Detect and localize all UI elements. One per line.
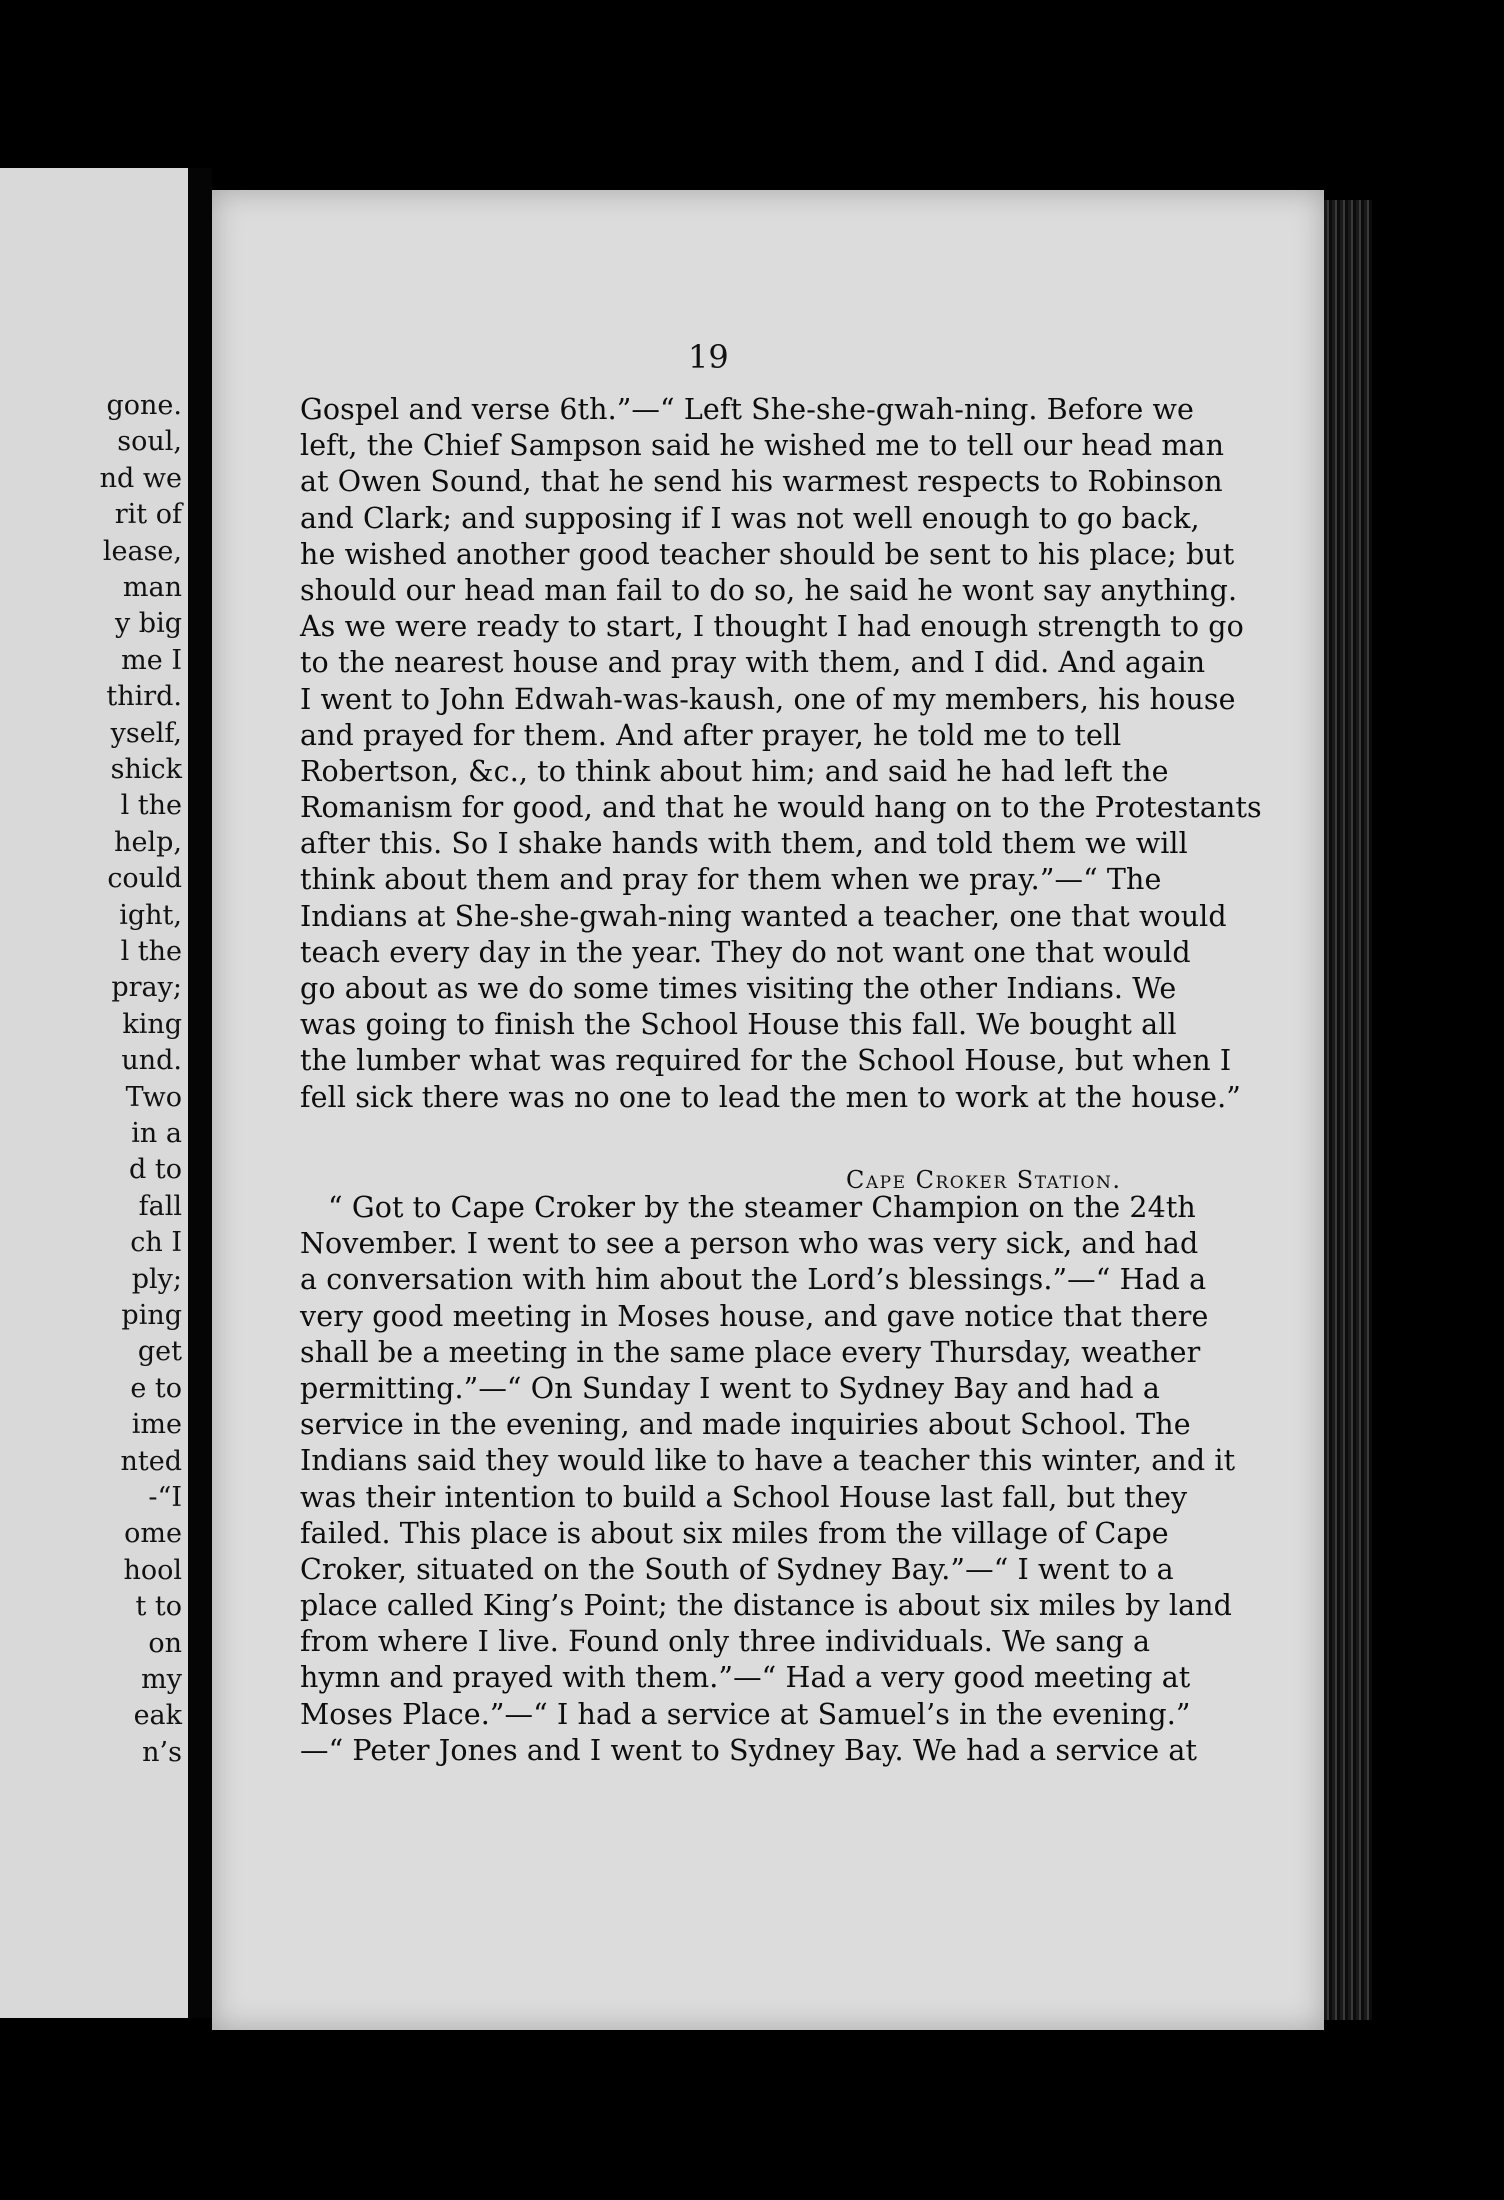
text-line: Indians at She-she-gwah-ning wanted a teacher, one that would [300, 899, 1227, 933]
text-line: think about them and pray for them when we pray.”—“ The [300, 863, 1162, 897]
text-line: the lumber what was required for the School House, but when I [300, 1044, 1232, 1078]
text-line: teach every day in the year. They do not want one that would [300, 935, 1191, 969]
text-line: he wished another good teacher should be sent to his place; but [300, 537, 1235, 571]
text-line: fell sick there was no one to lead the men to work at the house.” [300, 1080, 1241, 1114]
left-page-line-fragment: fall [138, 1190, 182, 1222]
section-heading: Cape Croker Station. [846, 1166, 1122, 1194]
page-number: 19 [688, 338, 729, 376]
text-line: Romanism for good, and that he would hang on to the Protestants [300, 791, 1262, 825]
left-facing-page [0, 168, 188, 2018]
text-line: to the nearest house and pray with them, and I did. And again [300, 646, 1206, 680]
left-page-line-fragment: ight, [119, 899, 182, 931]
left-page-line-fragment: hool [123, 1554, 182, 1586]
text-line: and prayed for them. And after prayer, he told me to tell [300, 718, 1122, 752]
text-line: Robertson, &c., to think about him; and said he had left the [300, 754, 1169, 788]
text-line: —“ Peter Jones and I went to Sydney Bay. We had a service at [300, 1733, 1198, 1767]
book-gutter [188, 168, 212, 2018]
text-line: should our head man fail to do so, he said he wont say anything. [300, 573, 1238, 607]
left-page-line-fragment: ome [124, 1518, 182, 1550]
text-line: go about as we do some times visiting the other Indians. We [300, 972, 1177, 1005]
left-page-line-fragment: me I [121, 644, 182, 676]
left-page-line-fragment: t to [135, 1591, 182, 1623]
left-page-line-fragment: gone. [106, 390, 182, 421]
left-page-line-fragment: help, [114, 826, 182, 858]
text-line: very good meeting in Moses house, and gave notice that there [300, 1299, 1209, 1333]
left-page-line-fragment: ply; [131, 1263, 182, 1295]
page-edges [1324, 200, 1372, 2020]
left-page-line-fragment: yself, [110, 717, 182, 749]
paragraph-1 [300, 392, 1262, 1116]
text-line: and Clark; and supposing if I was not well enough to go back, [300, 501, 1200, 535]
text-line: from where I live. Found only three individuals. We sang a [300, 1625, 1151, 1659]
text-line: was their intention to build a School House last fall, but they [300, 1480, 1188, 1514]
left-page-line-fragment: ping [121, 1300, 182, 1331]
text-line: permitting.”—“ On Sunday I went to Sydney Bay and had a [300, 1371, 1160, 1405]
left-page-line-fragment: get [137, 1336, 182, 1368]
left-page-line-fragment: could [107, 863, 182, 895]
left-page-line-fragment: l the [120, 936, 182, 967]
left-page-line-fragment: l the [120, 790, 182, 822]
left-page-line-fragment: rit of [114, 499, 182, 531]
left-page-line-fragment: lease, [102, 535, 182, 567]
left-page-line-fragment: in a [131, 1118, 182, 1149]
left-page-line-fragment: n’s [142, 1736, 182, 1768]
text-line: failed. This place is about six miles from the village of Cape [300, 1516, 1169, 1550]
left-page-line-fragment: d to [129, 1154, 182, 1186]
left-page-line-fragment: my [141, 1664, 182, 1695]
left-page-line-fragment: ch I [130, 1227, 182, 1259]
left-page-line-fragment: Two [125, 1081, 182, 1113]
text-line: Moses Place.”—“ I had a service at Samuel’s in the evening.” [300, 1697, 1191, 1731]
text-line: service in the evening, and made inquiries about School. The [300, 1408, 1191, 1442]
left-page-line-fragment: king [122, 1008, 182, 1040]
left-page-line-fragment: soul, [117, 426, 182, 458]
left-page-line-fragment: und. [121, 1045, 182, 1077]
text-line: November. I went to see a person who was very sick, and had [300, 1227, 1199, 1261]
text-line: left, the Chief Sampson said he wished me to tell our head man [300, 429, 1225, 463]
left-page-line-fragment: y big [114, 608, 182, 640]
left-page-line-fragment: eak [133, 1700, 182, 1732]
text-line: Indians said they would like to have a teacher this winter, and it [300, 1444, 1236, 1478]
left-page-line-fragment: -“I [148, 1482, 182, 1513]
left-page-line-fragment: e to [130, 1372, 182, 1404]
left-page-line-fragment: third. [106, 681, 182, 713]
text-line: after this. So I shake hands with them, and told them we will [300, 827, 1188, 861]
left-page-line-fragment: man [122, 572, 182, 603]
text-line: Gospel and verse 6th.”—“ Left She-she-gwah-ning. Before we [300, 393, 1194, 426]
left-page-line-fragment: nd we [99, 462, 182, 494]
left-page-line-fragment: ime [131, 1409, 182, 1441]
text-line: I went to John Edwah-was-kaush, one of my members, his house [300, 682, 1236, 716]
text-line: at Owen Sound, that he send his warmest respects to Robinson [300, 465, 1223, 499]
paragraph-2 [300, 1190, 1236, 1769]
text-line: As we were ready to start, I thought I had enough strength to go [300, 610, 1244, 644]
text-line: hymn and prayed with them.”—“ Had a very good meeting at [300, 1661, 1191, 1695]
left-page-line-fragment: on [148, 1627, 182, 1659]
text-line: “ Got to Cape Croker by the steamer Champion on the 24th [328, 1191, 1196, 1224]
text-line: place called King’s Point; the distance is about six miles by land [300, 1589, 1232, 1623]
text-line: was going to finish the School House this fall. We bought all [300, 1008, 1177, 1042]
text-line: Croker, situated on the South of Sydney Bay.”—“ I went to a [300, 1552, 1174, 1586]
left-page-line-fragment: pray; [111, 972, 182, 1004]
left-page-line-fragment: shick [110, 754, 182, 785]
text-line: a conversation with him about the Lord’s blessings.”—“ Had a [300, 1263, 1207, 1297]
left-page-line-fragment: nted [120, 1445, 182, 1477]
text-line: shall be a meeting in the same place every Thursday, weather [300, 1335, 1201, 1369]
